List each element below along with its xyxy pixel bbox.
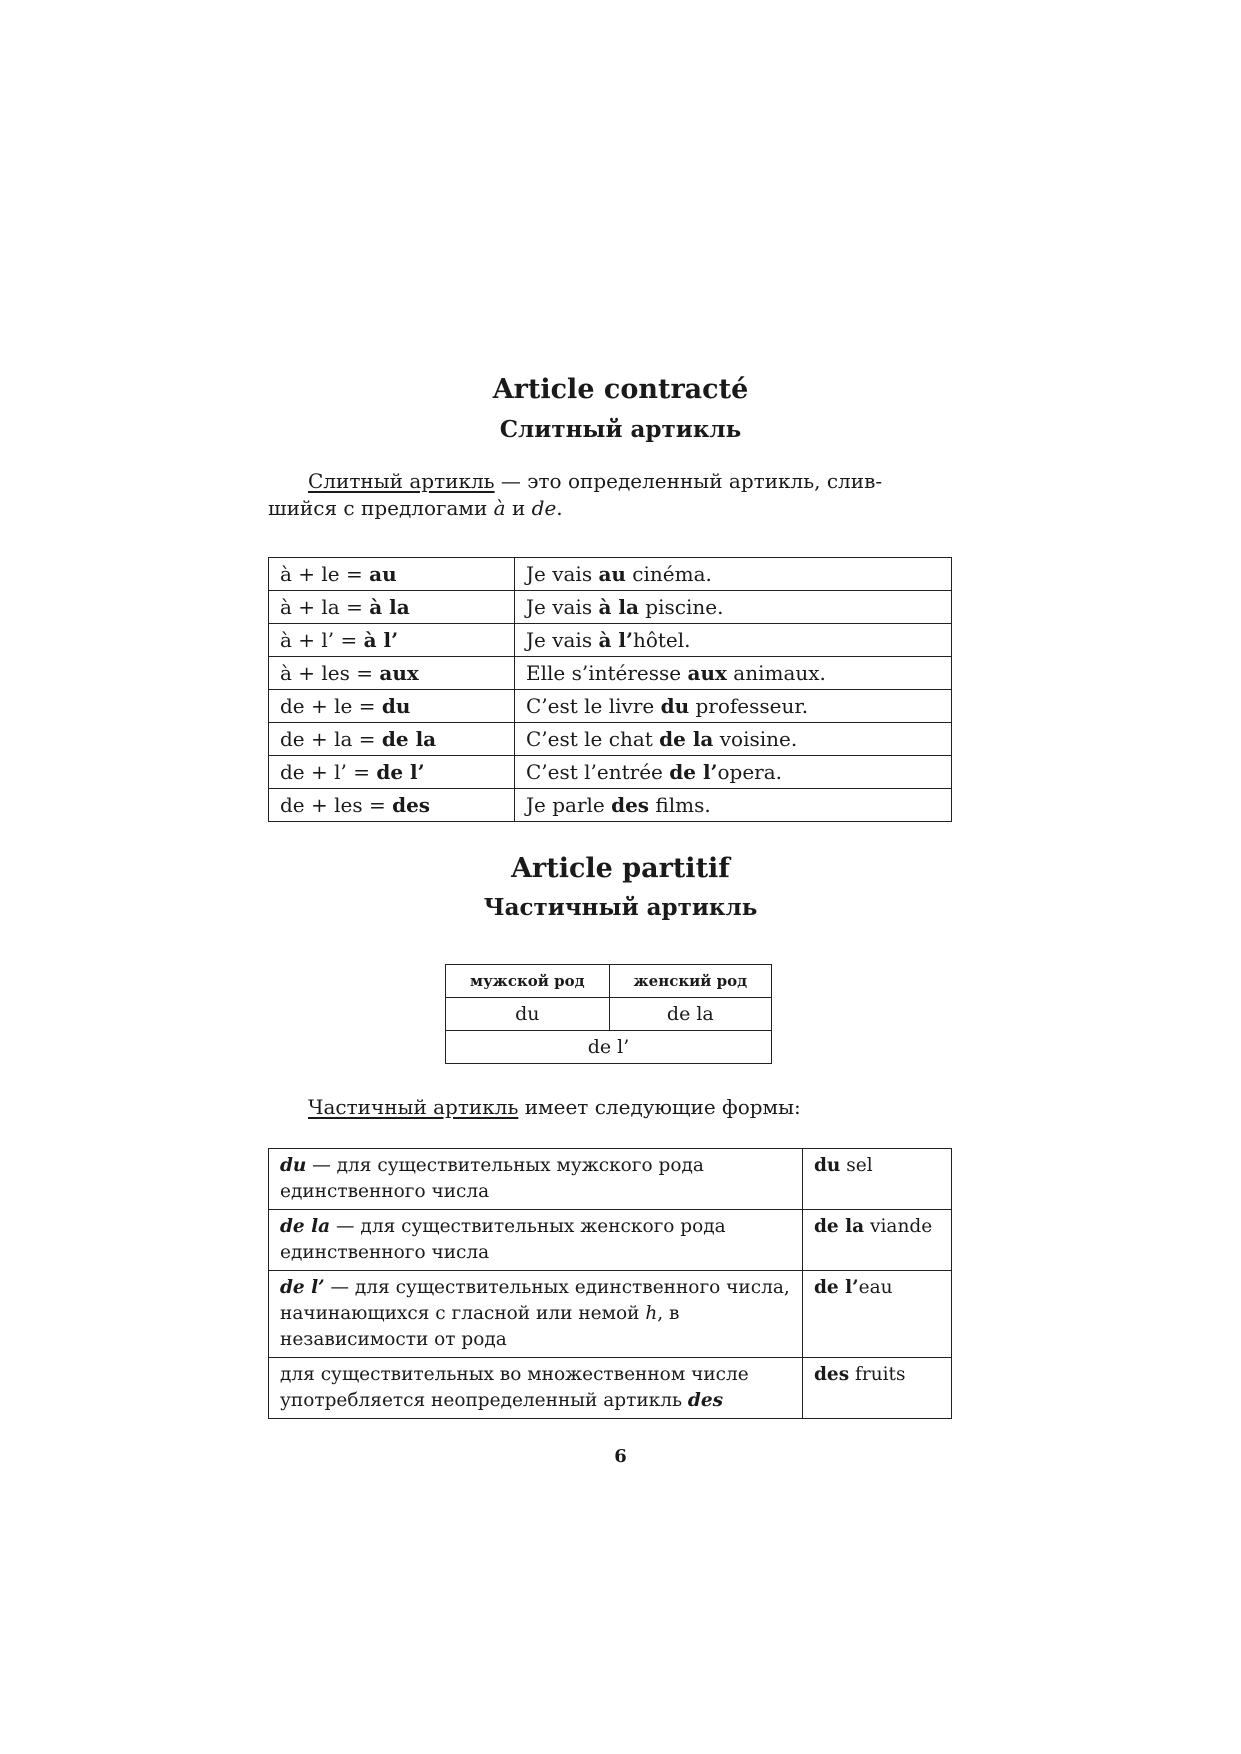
table-row: de l’ <box>446 1031 772 1064</box>
forms-table <box>268 1148 952 1419</box>
table-row <box>446 965 772 998</box>
table-row: à + l’ = à l’ Je vais à l’hôtel. <box>269 624 952 657</box>
table-row: de l’ — для существительных единственного числа, начинающихся с гласной или немой h, в независимости от рода de l’eau <box>269 1271 952 1358</box>
table-row: à + les = aux Elle s’intéresse aux animaux. <box>269 657 952 690</box>
table-row: de + les = des Je parle des films. <box>269 789 952 822</box>
header-masculine: мужской род <box>446 965 610 998</box>
intro-term: Слитный артикль <box>308 469 495 493</box>
header-feminine: женский род <box>609 965 771 998</box>
page-number: 6 <box>614 1446 627 1467</box>
section2-title-fr: Article partitif <box>511 853 730 884</box>
section-title-fr: Article contracté <box>492 374 749 405</box>
section-title-ru: Слитный артикль <box>499 416 742 443</box>
forms-intro: Частичный артикль имеет следующие формы: <box>308 1095 801 1119</box>
table-row: de + l’ = de l’ C’est l’entrée de l’opera. <box>269 756 952 789</box>
gender-table <box>445 964 772 1064</box>
table-row: для существительных во множественном числе употребляется неопределенный артикль des des fruits <box>269 1358 952 1419</box>
contracted-article-table <box>268 557 952 822</box>
table-row: à + le = au Je vais au cinéma. <box>269 558 952 591</box>
section2-title-ru: Частичный артикль <box>483 894 758 921</box>
table-row: de + la = de la C’est le chat de la voisine. <box>269 723 952 756</box>
table-row: du — для существительных мужского рода единственного числа du sel <box>269 1149 952 1210</box>
intro-paragraph: Слитный артикль — это определенный артикль, слив- шийся с предлогами à и de. <box>268 469 883 520</box>
table-row: à + la = à la Je vais à la piscine. <box>269 591 952 624</box>
table-row: du de la <box>446 998 772 1031</box>
table-row: de + le = du C’est le livre du professeur. <box>269 690 952 723</box>
table-row: de la — для существительных женского рода единственного числа de la viande <box>269 1210 952 1271</box>
